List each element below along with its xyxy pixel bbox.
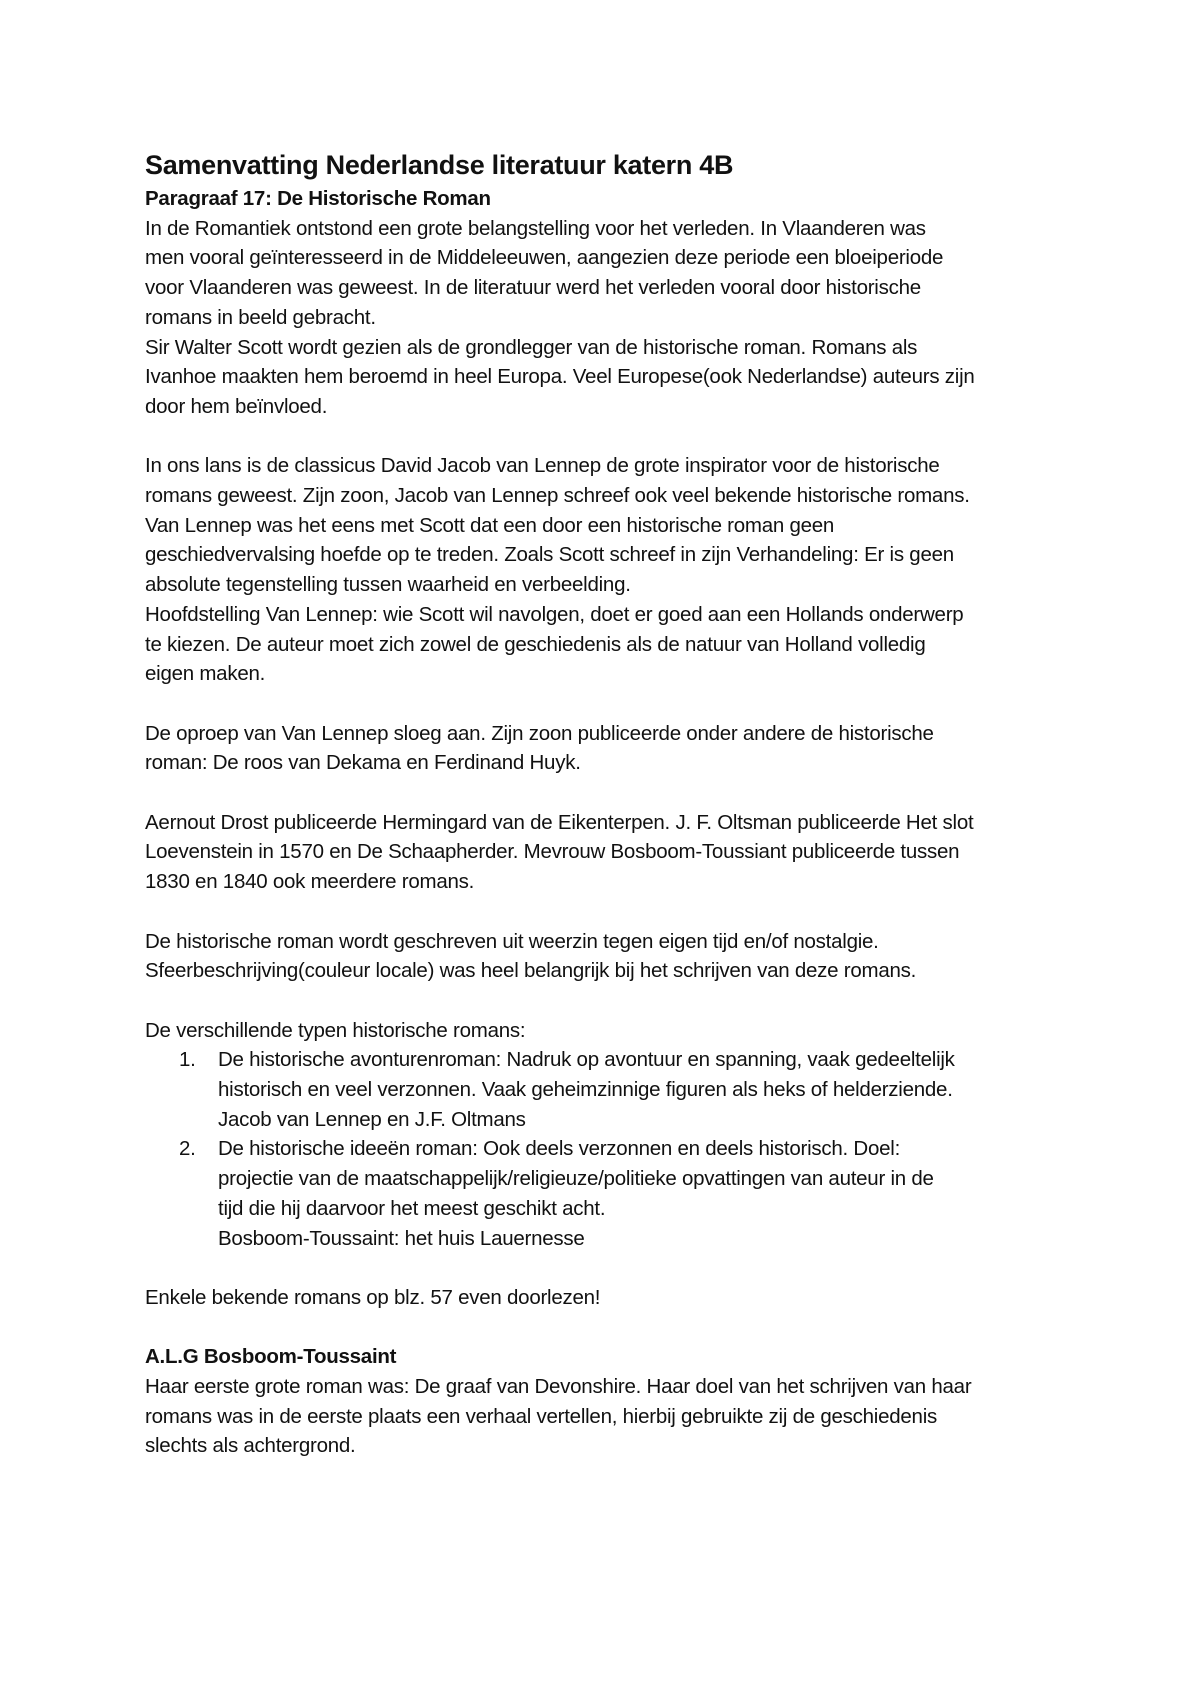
text-line: Van Lennep was het eens met Scott dat een door een historische roman geen bbox=[145, 513, 835, 537]
text-line: 1830 en 1840 ook meerdere romans. bbox=[145, 870, 475, 894]
paragraph-hoofdstelling bbox=[145, 600, 1075, 689]
paragraph-spacer bbox=[145, 897, 1075, 927]
text-line: eigen maken. bbox=[145, 662, 266, 686]
paragraph-spacer bbox=[145, 1313, 1075, 1343]
paragraph-spacer bbox=[145, 689, 1075, 719]
list-number: 1. bbox=[179, 1048, 196, 1072]
text-line: te kiezen. De auteur moet zich zowel de geschiedenis als de natuur van Holland volledig bbox=[145, 632, 926, 656]
list-item bbox=[145, 1134, 1075, 1253]
paragraph-spacer bbox=[145, 422, 1075, 452]
text-line: historisch en veel verzonnen. Vaak geheimzinnige figuren als heks of helderziende. bbox=[218, 1078, 953, 1102]
text-line: Bosboom-Toussaint: het huis Lauernesse bbox=[218, 1226, 585, 1250]
text-line: romans was in de eerste plaats een verhaal vertellen, hierbij gebruikte zij de geschiedenis bbox=[145, 1404, 938, 1428]
text-line: Sfeerbeschrijving(couleur locale) was heel belangrijk bij het schrijven van deze romans. bbox=[145, 959, 917, 983]
document-body bbox=[145, 148, 1075, 1461]
text-line: tijd die hij daarvoor het meest geschikt acht. bbox=[218, 1196, 606, 1220]
text-line: De oproep van Van Lennep sloeg aan. Zijn zoon publiceerde onder andere de historische bbox=[145, 721, 934, 745]
paragraph-spacer bbox=[145, 986, 1075, 1016]
text-line: Jacob van Lennep en J.F. Oltmans bbox=[218, 1107, 526, 1131]
text-line: roman: De roos van Dekama en Ferdinand Huyk. bbox=[145, 751, 581, 775]
paragraph-walter-scott bbox=[145, 333, 1075, 422]
text-line: romans in beeld gebracht. bbox=[145, 305, 376, 329]
text-line: De historische avonturenroman: Nadruk op avontuur en spanning, vaak gedeeltelijk bbox=[218, 1048, 955, 1072]
text-line: projectie van de maatschappelijk/religieuze/politieke opvattingen van auteur in de bbox=[218, 1167, 934, 1191]
text-line: Hoofdstelling Van Lennep: wie Scott wil navolgen, doet er goed aan een Hollands onderwerp bbox=[145, 602, 964, 626]
roman-types-list bbox=[145, 1045, 1075, 1253]
paragraph-oproep bbox=[145, 719, 1075, 778]
text-line: Aernout Drost publiceerde Hermingard van de Eikenterpen. J. F. Oltsman publiceerde Het slot bbox=[145, 810, 974, 834]
text-line: voor Vlaanderen was geweest. In de literatuur werd het verleden vooral door historische bbox=[145, 276, 921, 300]
text-line: Loevenstein in 1570 en De Schaapherder. Mevrouw Bosboom-Toussiant publiceerde tussen bbox=[145, 840, 960, 864]
paragraph-weerzin bbox=[145, 927, 1075, 986]
text-line: In de Romantiek ontstond een grote belangstelling voor het verleden. In Vlaanderen was bbox=[145, 216, 926, 240]
list-number: 2. bbox=[179, 1137, 196, 1161]
paragraph-auteurs bbox=[145, 808, 1075, 897]
text-line: In ons lans is de classicus David Jacob van Lennep de grote inspirator voor de historische bbox=[145, 454, 940, 478]
paragraph-romantiek bbox=[145, 214, 1075, 333]
section-heading-historische-roman: Paragraaf 17: De Historische Roman bbox=[145, 187, 491, 210]
document-title: Samenvatting Nederlandse literatuur katern 4B bbox=[145, 150, 734, 180]
text-line: men vooral geïnteresseerd in de Middeleeuwen, aangezien deze periode een bloeiperiode bbox=[145, 246, 944, 270]
reading-note: Enkele bekende romans op blz. 57 even doorlezen! bbox=[145, 1285, 601, 1309]
text-line: De historische ideeën roman: Ook deels verzonnen en deels historisch. Doel: bbox=[218, 1137, 901, 1161]
text-line: absolute tegenstelling tussen waarheid en verbeelding. bbox=[145, 573, 631, 597]
text-line: door hem beïnvloed. bbox=[145, 394, 328, 418]
text-line: Haar eerste grote roman was: De graaf van Devonshire. Haar doel van het schrijven van haar bbox=[145, 1375, 972, 1399]
text-line: De historische roman wordt geschreven uit weerzin tegen eigen tijd en/of nostalgie. bbox=[145, 929, 879, 953]
paragraph-graaf-van-devonshire bbox=[145, 1372, 1075, 1461]
paragraph-van-lennep bbox=[145, 451, 1075, 600]
text-line: Ivanhoe maakten hem beroemd in heel Europa. Veel Europese(ook Nederlandse) auteurs zijn bbox=[145, 365, 975, 389]
paragraph-spacer bbox=[145, 1253, 1075, 1283]
list-item bbox=[145, 1045, 1075, 1134]
list-intro: De verschillende typen historische romans: bbox=[145, 1018, 526, 1042]
text-line: slechts als achtergrond. bbox=[145, 1434, 356, 1458]
paragraph-spacer bbox=[145, 778, 1075, 808]
text-line: geschiedvervalsing hoefde op te treden. Zoals Scott schreef in zijn Verhandeling: Er is geen bbox=[145, 543, 954, 567]
section-heading-bosboom-toussaint: A.L.G Bosboom-Toussaint bbox=[145, 1345, 397, 1369]
text-line: Sir Walter Scott wordt gezien als de grondlegger van de historische roman. Romans als bbox=[145, 335, 918, 359]
text-line: romans geweest. Zijn zoon, Jacob van Lennep schreef ook veel bekende historische romans. bbox=[145, 484, 970, 508]
